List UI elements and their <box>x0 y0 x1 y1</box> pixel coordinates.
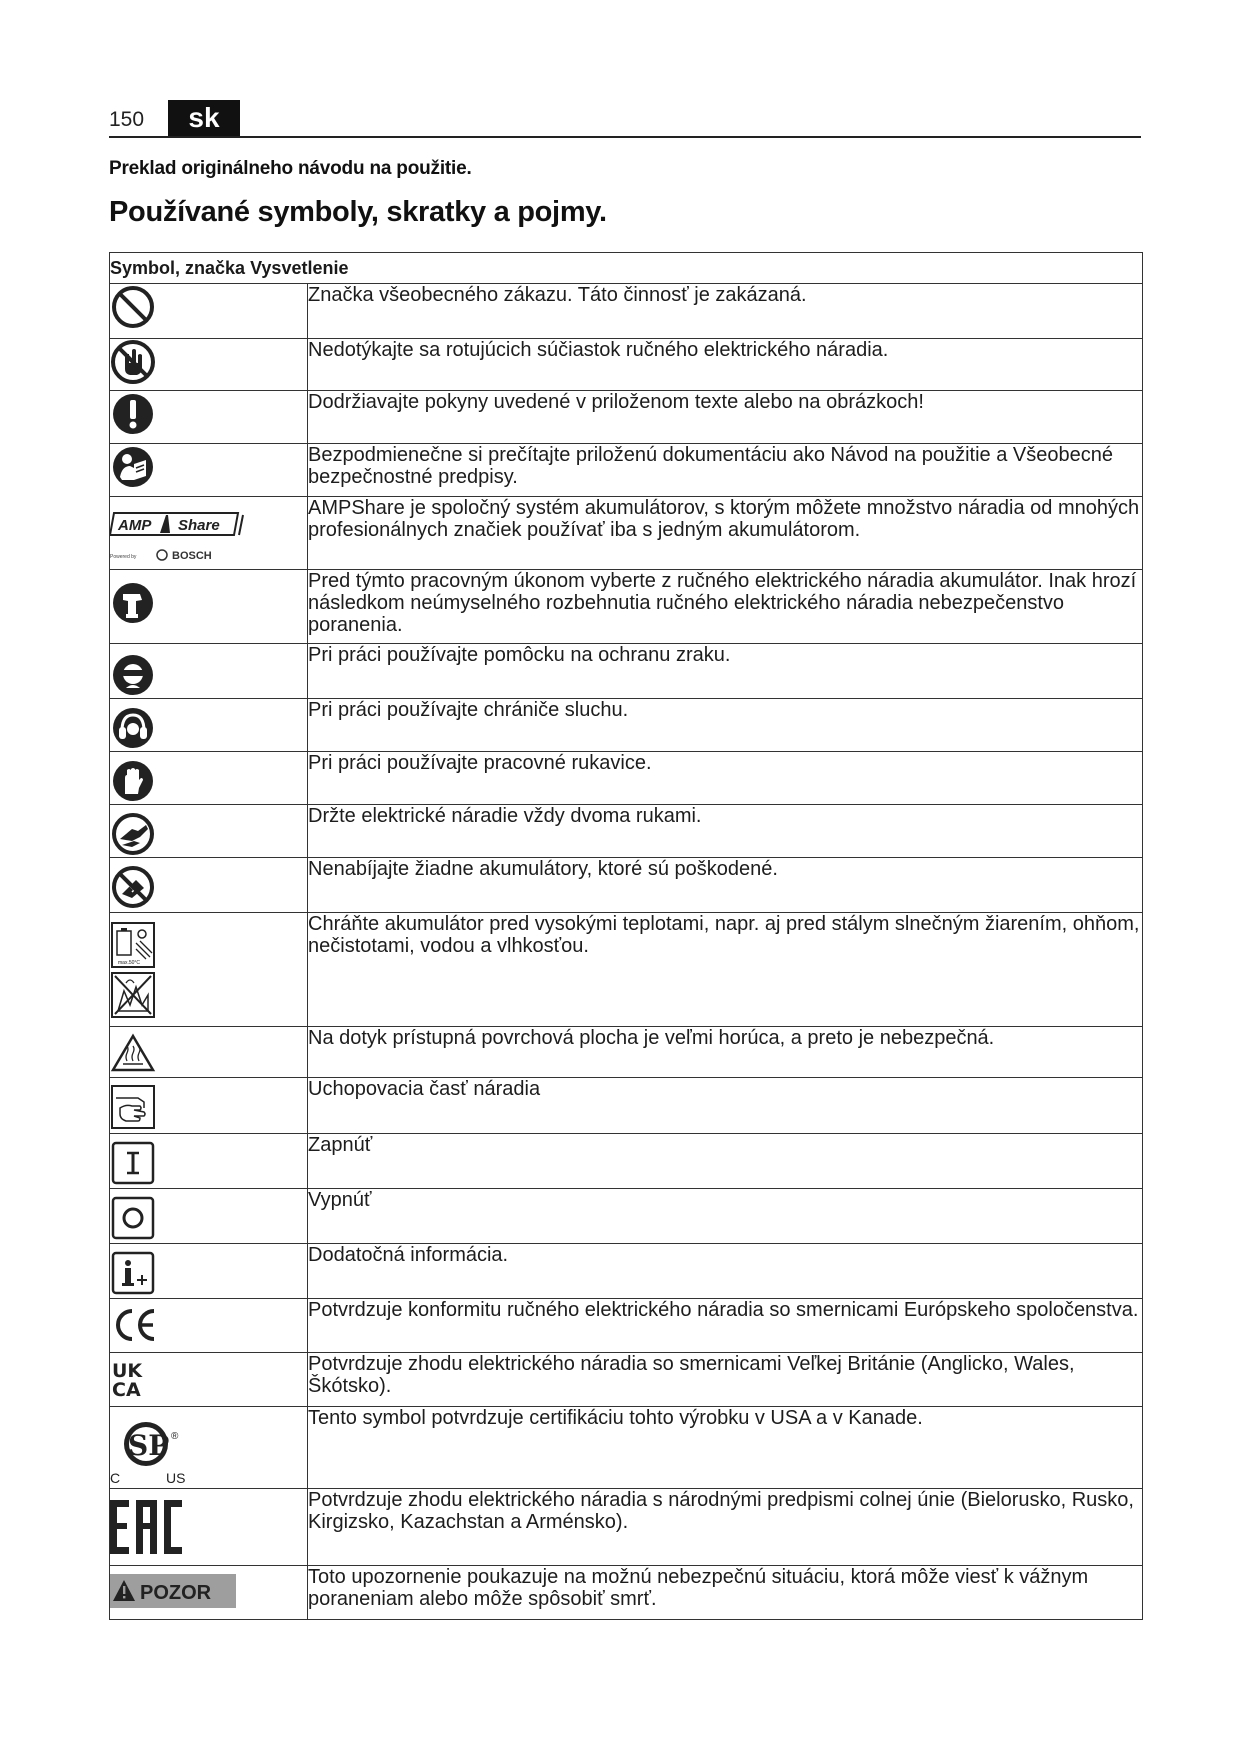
table-row <box>110 1299 1143 1353</box>
gloves-icon <box>110 758 156 804</box>
ce-mark-icon <box>110 1305 160 1345</box>
explanation-cell: Pri práci používajte pomôcku na ochranu zraku. <box>308 644 1143 699</box>
grip-icon <box>110 1084 156 1130</box>
explanation-cell: Vypnúť <box>308 1189 1143 1244</box>
symbol-cell <box>110 444 308 497</box>
column-symbol-header: Symbol, značka <box>110 258 246 278</box>
symbol-cell <box>110 1078 308 1134</box>
symbol-cell <box>110 1353 308 1407</box>
amp-text: AMP <box>118 517 152 534</box>
power-on-icon <box>110 1140 156 1186</box>
ukca-top-text: UK <box>112 1360 143 1382</box>
power-off-icon <box>110 1195 156 1241</box>
prohibition-icon <box>110 284 156 330</box>
symbol-cell <box>110 644 308 699</box>
table-row <box>110 339 1143 391</box>
bosch-text: BOSCH <box>172 550 212 562</box>
symbol-cell <box>110 805 308 858</box>
language-badge: sk <box>168 100 240 136</box>
ampshare-logo-icon <box>110 509 250 567</box>
table-row <box>110 913 1143 1027</box>
page-number: 150 <box>109 108 145 131</box>
csa-us-text: US <box>166 1470 186 1486</box>
table-row <box>110 391 1143 444</box>
eye-protection-icon <box>110 652 156 698</box>
csa-c-text: C <box>110 1470 121 1486</box>
table-row <box>110 1353 1143 1407</box>
table-row <box>110 284 1143 339</box>
symbol-cell <box>110 752 308 805</box>
symbol-cell <box>110 858 308 913</box>
symbol-cell <box>110 1566 308 1620</box>
table-row <box>110 1078 1143 1134</box>
table-row <box>110 1027 1143 1078</box>
mandatory-action-icon <box>110 391 156 437</box>
table-row <box>110 497 1143 570</box>
two-hands-icon <box>110 811 156 857</box>
csa-registered-mark: ® <box>171 1431 179 1442</box>
table-row <box>110 1407 1143 1489</box>
ukca-mark-icon <box>110 1359 150 1399</box>
csa-letters: SP <box>128 1429 170 1462</box>
table-header-row <box>110 253 1143 284</box>
explanation-cell: AMPShare je spoločný systém akumulátorov, s ktorým môžete množstvo náradia od mnohých profesionálnych značiek používať iba s jedným akumulátorom. <box>308 497 1143 570</box>
table-row <box>110 805 1143 858</box>
symbol-cell <box>110 1134 308 1189</box>
csa-mark-icon <box>110 1411 200 1487</box>
no-damaged-battery-icon <box>110 864 156 910</box>
info-icon <box>110 1250 156 1296</box>
explanation-cell: Zapnúť <box>308 1134 1143 1189</box>
explanation-cell: Pri práci používajte chrániče sluchu. <box>308 699 1143 752</box>
table-row <box>110 444 1143 497</box>
symbol-cell <box>110 497 308 570</box>
explanation-cell: Značka všeobecného zákazu. Táto činnosť je zakázaná. <box>308 284 1143 339</box>
table-row <box>110 1489 1143 1566</box>
table-row <box>110 644 1143 699</box>
symbols-table <box>109 252 1143 1620</box>
symbol-cell <box>110 1027 308 1078</box>
explanation-cell: Potvrdzuje zhodu elektrického náradia so smernicami Veľkej Británie (Anglicko, Wales, Škótsko). <box>308 1353 1143 1407</box>
subtitle: Preklad originálneho návodu na použitie. <box>109 158 472 179</box>
read-manual-icon <box>110 444 156 490</box>
symbol-cell <box>110 570 308 644</box>
table-row <box>110 570 1143 644</box>
explanation-cell: Potvrdzuje konformitu ručného elektrického náradia so smernicami Európskeho spoločenstva. <box>308 1299 1143 1353</box>
table-header <box>110 253 1143 284</box>
no-touch-rotating-icon <box>110 339 156 385</box>
explanation-cell: Toto upozornenie poukazuje na možnú nebezpečnú situáciu, ktorá môže viesť k vážnym poraneniam alebo môže spôsobiť smrť. <box>308 1566 1143 1620</box>
table-row <box>110 1244 1143 1299</box>
symbol-cell <box>110 391 308 444</box>
table-row <box>110 1134 1143 1189</box>
page-header <box>109 100 1141 138</box>
explanation-cell: Nenabíjajte žiadne akumulátory, ktoré sú poškodené. <box>308 858 1143 913</box>
symbol-cell <box>110 1189 308 1244</box>
remove-battery-icon <box>110 580 156 626</box>
explanation-cell: Uchopovacia časť náradia <box>308 1078 1143 1134</box>
powered-by-text: Powered by <box>110 554 137 560</box>
explanation-cell: Držte elektrické náradie vždy dvoma rukami. <box>308 805 1143 858</box>
table-row <box>110 699 1143 752</box>
page-title: Používané symboly, skratky a pojmy. <box>109 196 607 228</box>
ukca-bottom-text: CA <box>112 1379 141 1399</box>
explanation-cell: Chráňte akumulátor pred vysokými teplotami, napr. aj pred stálym slnečným žiarením, ohňom, nečistotami, vodou a vlhkosťou. <box>308 913 1143 1027</box>
temp-limit-text: max.50°C <box>118 960 141 966</box>
explanation-cell: Pred týmto pracovným úkonom vyberte z ručného elektrického náradia akumulátor. Inak hrozí následkom neúmyselného rozbehnutia ručného elektrického náradia nebezpečenstvo poranenia. <box>308 570 1143 644</box>
symbol-cell <box>110 913 308 1027</box>
table-row <box>110 858 1143 913</box>
header-rule <box>109 136 1141 138</box>
battery-heat-icon <box>110 921 156 1019</box>
table-row <box>110 1189 1143 1244</box>
explanation-cell: Bezpodmienečne si prečítajte priloženú dokumentáciu ako Návod na použitie a Všeobecné bezpečnostné predpisy. <box>308 444 1143 497</box>
explanation-cell: Tento symbol potvrdzuje certifikáciu tohto výrobku v USA a v Kanade. <box>308 1407 1143 1489</box>
ear-protection-icon <box>110 705 156 751</box>
table-row <box>110 1566 1143 1620</box>
explanation-cell: Dodatočná informácia. <box>308 1244 1143 1299</box>
explanation-cell: Na dotyk prístupná povrchová plocha je veľmi horúca, a preto je nebezpečná. <box>308 1027 1143 1078</box>
symbol-cell <box>110 1244 308 1299</box>
pozor-text: POZOR <box>140 1582 212 1604</box>
symbol-cell <box>110 1489 308 1566</box>
symbol-cell <box>110 1407 308 1489</box>
symbol-cell <box>110 284 308 339</box>
table-row <box>110 752 1143 805</box>
eac-mark-icon <box>110 1497 186 1557</box>
symbol-cell <box>110 1299 308 1353</box>
explanation-cell: Dodržiavajte pokyny uvedené v priloženom texte alebo na obrázkoch! <box>308 391 1143 444</box>
symbol-cell <box>110 339 308 391</box>
explanation-cell: Pri práci používajte pracovné rukavice. <box>308 752 1143 805</box>
share-text: Share <box>178 517 220 534</box>
explanation-cell: Nedotýkajte sa rotujúcich súčiastok ručného elektrického náradia. <box>308 339 1143 391</box>
hot-surface-icon <box>110 1033 156 1073</box>
pozor-warning-icon <box>110 1574 236 1608</box>
explanation-cell: Potvrdzuje zhodu elektrického náradia s národnými predpismi colnej únie (Bielorusko, Rusko, Kirgizsko, Kazachstan a Arménsko). <box>308 1489 1143 1566</box>
symbol-cell <box>110 699 308 752</box>
column-explanation-header: Vysvetlenie <box>250 258 349 278</box>
